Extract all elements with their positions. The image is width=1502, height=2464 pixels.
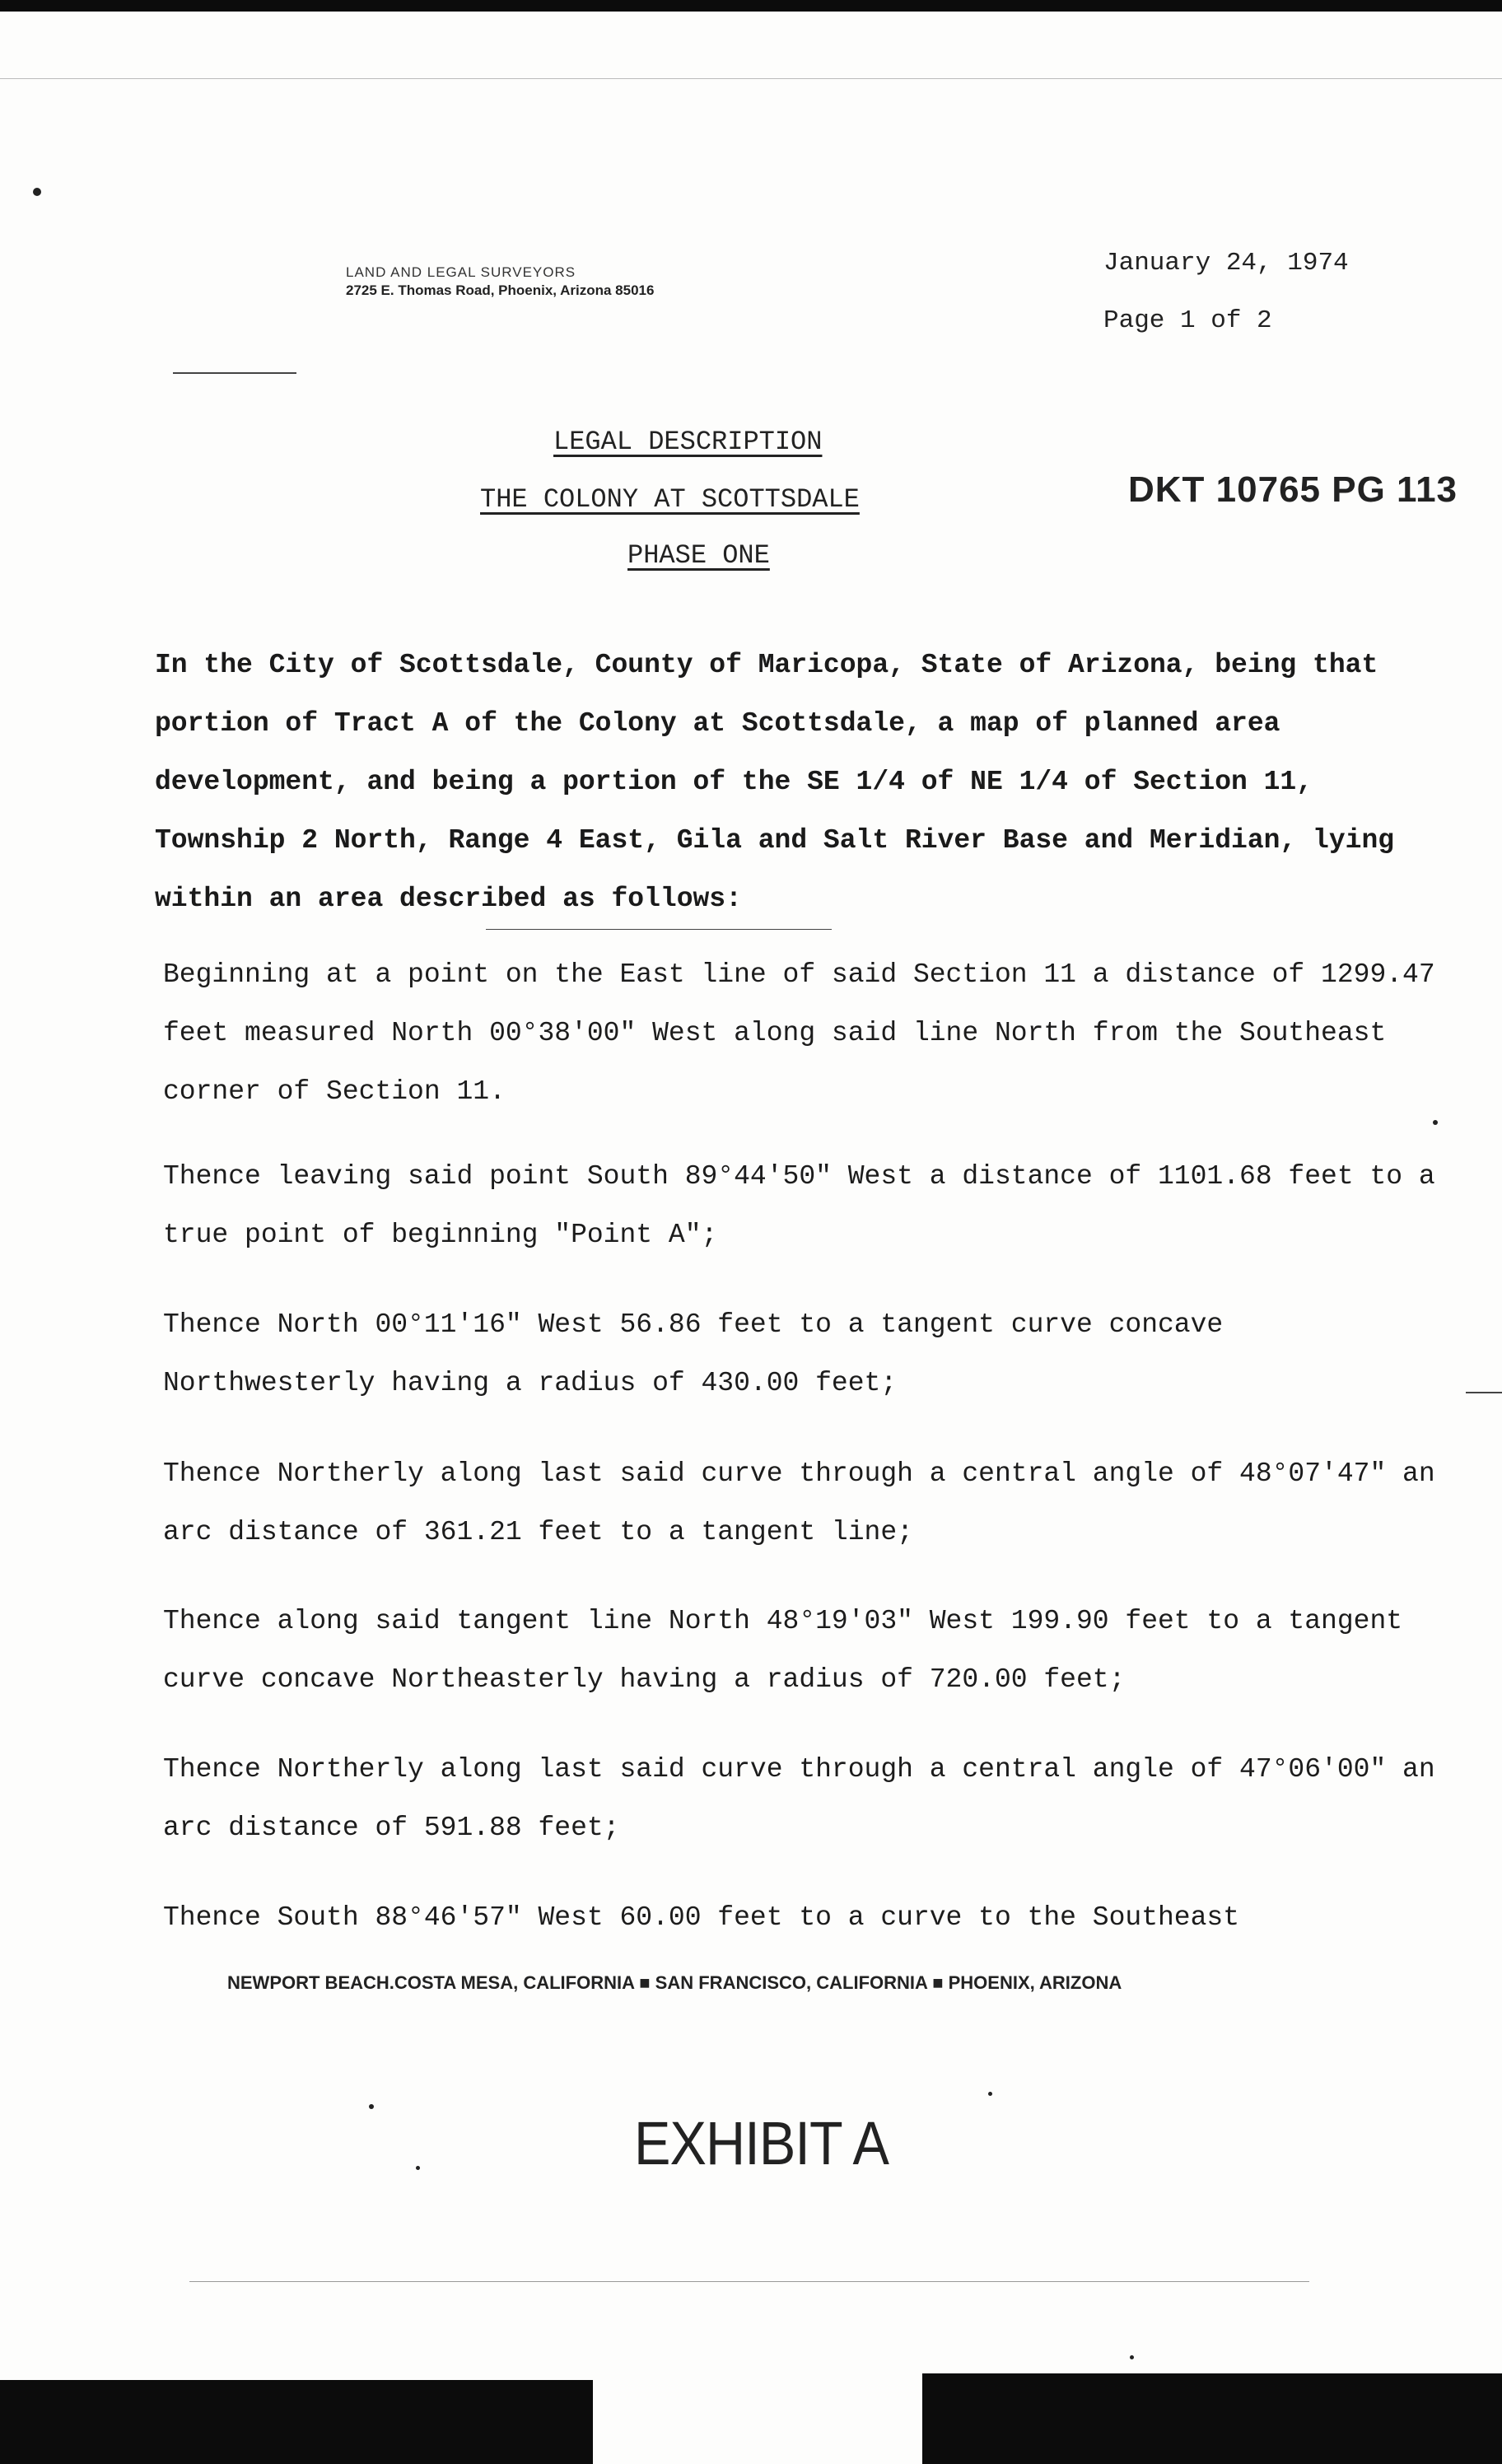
scan-noise-line	[486, 929, 832, 930]
scan-speck	[33, 188, 41, 196]
surveyors-line: LAND AND LEGAL SURVEYORS	[346, 264, 576, 280]
scan-speck	[369, 2104, 374, 2109]
scan-noise-line	[189, 2281, 1309, 2282]
intro-paragraph: In the City of Scottsdale, County of Maricopa, State of Arizona, being that portion of Tract A of the Colony at Scottsdale, a map of planned area development, and being a portion of the SE 1/4 of NE 1/4 of Section 11, Township 2 North, Range 4 East, Gila and Salt River Base and Meridian, lying within an area described as follows:	[155, 650, 1395, 914]
paragraph-course: Thence Northerly along last said curve through a central angle of 48°07'47" an arc distance of 361.21 feet to a tangent line;	[163, 1458, 1435, 1547]
paragraph-course: Thence along said tangent line North 48°19'03" West 199.90 feet to a tangent curve concave Northeasterly having a radius of 720.00 feet;	[163, 1606, 1403, 1695]
heading-legal-description: LEGAL DESCRIPTION	[553, 427, 823, 457]
paragraph-course: Thence leaving said point South 89°44'50" West a distance of 1101.68 feet to a true point of beginning "Point A";	[163, 1161, 1435, 1250]
job-number	[1103, 280, 1349, 305]
paragraph-course: Thence South 88°46'57" West 60.00 feet to a curve to the Southeast	[163, 1902, 1240, 1933]
scan-noise-line	[173, 372, 296, 374]
scan-noise-line	[1466, 1392, 1502, 1393]
scan-speck	[988, 2092, 992, 2096]
company-address: 2725 E. Thomas Road, Phoenix, Arizona 85016	[346, 282, 655, 299]
office-locations-footer: NEWPORT BEACH.COSTA MESA, CALIFORNIA ■ SAN FRANCISCO, CALIFORNIA ■ PHOENIX, ARIZONA	[227, 1972, 1122, 1993]
letterhead	[346, 206, 807, 299]
scan-edge-top	[0, 0, 1502, 12]
paragraph-beginning: Beginning at a point on the East line of said Section 11 a distance of 1299.47 feet measured North 00°38'00" West along said line North from the Southeast corner of Section 11.	[163, 959, 1435, 1107]
scan-speck	[1130, 2355, 1134, 2359]
exhibit-label: EXHIBIT A	[634, 2109, 889, 2177]
paragraph-course: Thence North 00°11'16" West 56.86 feet to a tangent curve concave Northwesterly having a radius of 430.00 feet;	[163, 1309, 1224, 1398]
page-label: Page 1 of 2	[1103, 306, 1272, 335]
recording-number: DKT 10765 PG 113	[1128, 469, 1458, 510]
paragraph-course: Thence Northerly along last said curve through a central angle of 47°06'00" an arc distance of 591.88 feet;	[163, 1754, 1435, 1843]
document-date: January 24, 1974	[1103, 249, 1349, 278]
scan-edge-bottom-left	[0, 2380, 593, 2464]
date-block	[1103, 247, 1349, 338]
heading-subdivision: THE COLONY AT SCOTTSDALE	[480, 484, 860, 515]
heading-phase: PHASE ONE	[627, 540, 770, 571]
scan-edge-bottom-right	[922, 2373, 1502, 2464]
scan-speck	[416, 2166, 420, 2170]
scan-noise-line	[0, 78, 1502, 79]
